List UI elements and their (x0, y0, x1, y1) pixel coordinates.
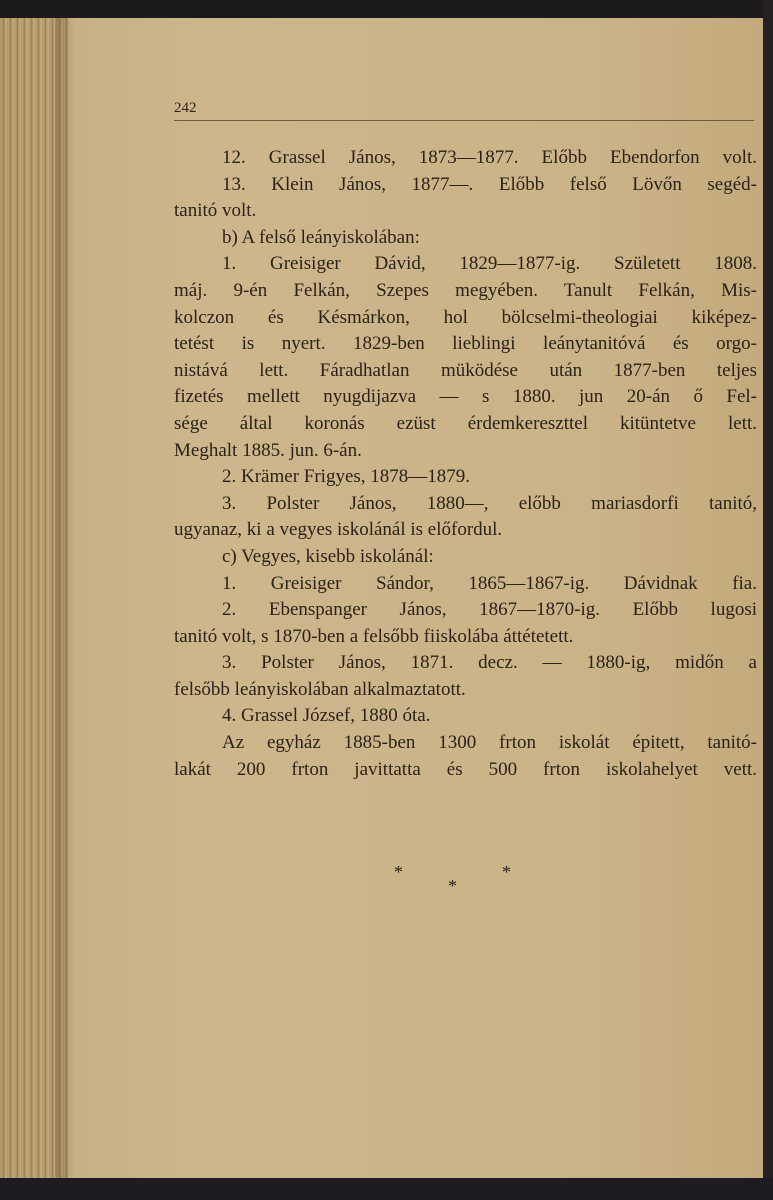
text-line: máj. 9-én Felkán, Szepes megyében. Tanult Felkán, Mis- (174, 279, 757, 301)
text-line: 13. Klein János, 1877—. Előbb felső Lövőn segéd- (222, 173, 757, 195)
text-line: tanitó volt, s 1870-ben a felsőbb fiiskolába áttétetett. (174, 625, 574, 647)
text-line: tanitó volt. (174, 200, 257, 222)
scan-border-bottom (0, 1178, 773, 1200)
text-line: fizetés mellett nyugdijazva — s 1880. jun 20-án ő Fel- (174, 386, 757, 408)
text-line: Az egyház 1885-ben 1300 frton iskolát épitett, tanitó- (222, 732, 757, 754)
scan-border-right (763, 0, 773, 1200)
text-line: 2. Krämer Frigyes, 1878—1879. (222, 466, 471, 488)
text-line: nistává lett. Fáradhatlan müködése után 1877-ben teljes (174, 359, 757, 381)
text-line: ugyanaz, ki a vegyes iskolánál is előfordul. (174, 519, 503, 541)
text-line: 1. Greisiger Dávid, 1829—1877-ig. Született 1808. (222, 253, 757, 275)
page-number: 242 (174, 100, 197, 116)
text-line: 2. Ebenspanger János, 1867—1870-ig. Előbb lugosi (222, 599, 757, 621)
text-line: 3. Polster János, 1871. decz. — 1880-ig, midőn a (222, 652, 757, 674)
gutter-shadow (55, 18, 75, 1180)
text-line: lakát 200 frton javittatta és 500 frton iskolahelyet vett. (174, 758, 757, 780)
text-line: 4. Grassel József, 1880 óta. (222, 705, 431, 727)
text-line: Meghalt 1885. jun. 6-án. (174, 439, 362, 461)
asterisk: * (502, 862, 511, 882)
text-line: b) A felső leányiskolában: (222, 226, 420, 248)
text-line: felsőbb leányiskolában alkalmaztatott. (174, 678, 466, 700)
text-line: 1. Greisiger Sándor, 1865—1867-ig. Dávidnak fia. (222, 572, 757, 594)
text-line: 3. Polster János, 1880—, előbb mariasdorfi tanitó, (222, 492, 757, 514)
text-line: sége által koronás ezüst érdemkereszttel kitüntetve lett. (174, 412, 757, 434)
asterisk: * (448, 876, 457, 896)
asterisk: * (394, 862, 403, 882)
body-text (174, 145, 757, 783)
text-line: 12. Grassel János, 1873—1877. Előbb Ebendorfon volt. (222, 147, 757, 168)
text-line: tetést is nyert. 1829-ben lieblingi leánytanitóvá és orgo- (174, 333, 757, 355)
text-line: kolczon és Késmárkon, hol bölcselmi-theologiai kiképez- (174, 306, 757, 328)
header-rule (174, 120, 754, 121)
text-line: c) Vegyes, kisebb iskolánál: (222, 545, 434, 567)
